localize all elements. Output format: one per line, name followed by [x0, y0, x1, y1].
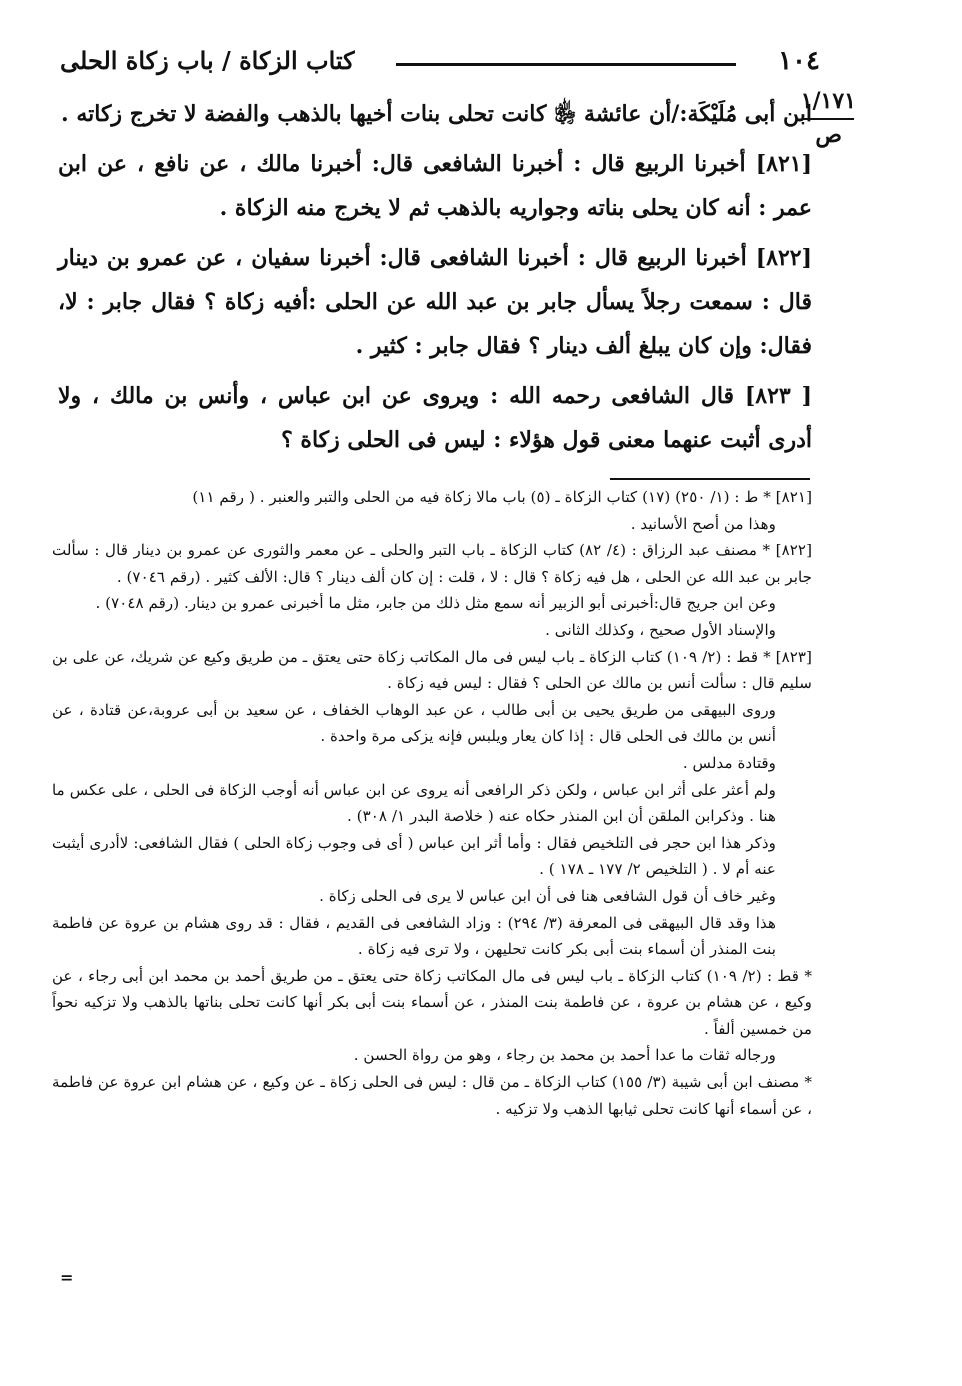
- footnote-line: * مصنف ابن أبى شيبة (٣/ ١٥٥) كتاب الزكاة ـ من قال : ليس فى الحلى زكاة ـ عن وكيع ، عن هشام ابن عروة عن فاطمة ، عن أسماء أنها كانت تحلى ثيابها الذهب ولا تزكيه .: [52, 1073, 812, 1118]
- footnote-line: هذا وقد قال البيهقى فى المعرفة (٣/ ٢٩٤) : وزاد الشافعى فى القديم ، فقال : قد روى هشام بن عروة عن فاطمة بنت المنذر أن أسماء بنت أبى بكر كانت تحليهن ، ولا ترى فيه زكاة .: [52, 913, 776, 959]
- main-paragraph-822: [٨٢٢] أخبرنا الربيع قال : أخبرنا الشافعى قال: أخبرنا سفيان ، عن عمرو بن دينار قال : سمعت رجلاً يسأل جابر بن عبد الله عن الحلى :أفيه زكاة ؟ فقال جابر : لا، فقال: وإن كان يبلغ ألف دينار ؟ فقال جابر : كثير .: [58, 245, 812, 359]
- header-rule: [396, 63, 736, 66]
- footnote-line: وذكر هذا ابن حجر فى التلخيص فقال : وأما أثر ابن عباس ( أى فى وجوب زكاة الحلى ) فقال الشافعى: لاأدرى أيثبت عنه أم لا . ( التلخيص ٢/ ١٧٧ ـ ١٧٨ ) .: [52, 833, 776, 879]
- main-paragraph-823: [ ٨٢٣] قال الشافعى رحمه الله : ويروى عن ابن عباس ، وأنس بن مالك ، ولا أدرى أثبت عنهما معنى قول هؤلاء : ليس فى الحلى زكاة ؟: [58, 383, 812, 453]
- page-header: [60, 44, 820, 80]
- footnote-line: وغير خاف أن قول الشافعى هنا فى أن ابن عباس لا يرى فى الحلى زكاة .: [319, 886, 776, 905]
- footnote-line: ورجاله ثقات ما عدا أحمد بن محمد بن رجاء ، وهو من رواة الحسن .: [353, 1046, 776, 1065]
- main-text: [58, 92, 812, 468]
- margin-mark: ص: [815, 122, 842, 148]
- footnote-line: * قط : (٢/ ١٠٩) كتاب الزكاة ـ باب ليس فى مال المكاتب زكاة حتى يعتق ـ من طريق أحمد بن محمد ابن أبى رجاء ، عن وكيع ، عن هشام بن عروة ، عن فاطمة بنت المنذر ، عن أسماء بنت أبى بكر أنها كانت تحلى بناتها بالذهب ولا تزكيه نحواً من خمسين ألفاً .: [52, 966, 812, 1038]
- footnote-line: والإسناد الأول صحيح ، وكذلك الثانى .: [545, 620, 776, 639]
- continuation-mark: =: [60, 1268, 74, 1287]
- running-title: كتاب الزكاة / باب زكاة الحلى: [60, 46, 355, 75]
- footnote-line: [٨٢٣] * قط : (٢/ ١٠٩) كتاب الزكاة ـ باب ليس فى مال المكاتب زكاة حتى يعتق ـ من طريق وكيع عن شريك، عن على بن سليم قال : سألت أنس بن مالك عن الحلى ؟ فقال : ليس فيه زكاة .: [52, 647, 812, 693]
- page-number: ١٠٤: [778, 46, 820, 76]
- main-paragraph-1: ابن أبى مُلَيْكَة:/أن عائشة ﵂ كانت تحلى بنات أخيها بالذهب والفضة لا تخرج زكاته .: [61, 101, 812, 127]
- footnote-line: وقتادة مدلس .: [682, 753, 776, 772]
- footnote-line: ولم أعثر على أثر ابن عباس ، ولكن ذكر الرافعى أنه يروى عن ابن عباس أنه أوجب الزكاة فى الحلى ، على عكس ما هنا . وذكرابن الملقن أن ابن المنذر حكاه عنه ( خلاصة البدر ١/ ٣٠٨) .: [52, 780, 776, 826]
- main-paragraph-821: [٨٢١] أخبرنا الربيع قال : أخبرنا الشافعى قال: أخبرنا مالك ، عن نافع ، عن ابن عمر : أنه كان يحلى بناته وجواريه بالذهب ثم لا يخرج منه الزكاة .: [58, 151, 812, 221]
- footnotes: [52, 484, 812, 1122]
- footnote-line: وعن ابن جريج قال:أخبرنى أبو الزبير أنه سمع مثل ذلك من جابر، مثل ما أخبرنى عمرو بن دينار. (رقم ٧٠٤٨) .: [95, 594, 776, 613]
- footnote-line: وروى البيهقى من طريق يحيى بن أبى طالب ، عن عبد الوهاب الخفاف ، عن سعيد بن أبى عروبة،عن قتادة ، عن أنس بن مالك فى الحلى قال : إذا كان يعار ويلبس فإنه يزكى مرة واحدة .: [52, 700, 776, 746]
- footnote-divider: [610, 478, 810, 480]
- footnote-line: [٨٢٢] * مصنف عبد الرزاق : (٤/ ٨٢) كتاب الزكاة ـ باب التبر والحلى ـ عن معمر والثورى عن عمرو بن دينار قال : سألت جابر بن عبد الله عن الحلى ، هل فيه زكاة ؟ قال : لا ، قلت : إن كان ألف دينار ؟ قال: الألف كثير . (رقم ٧٠٤٦) .: [52, 541, 812, 586]
- footnote-line: وهذا من أصح الأسانيد .: [630, 514, 776, 533]
- footnote-line: [٨٢١] * ط : (١/ ٢٥٠) (١٧) كتاب الزكاة ـ (٥) باب مالا زكاة فيه من الحلى والتبر والعنبر . ( رقم ١١): [192, 488, 812, 506]
- margin-reference: ١/١٧١: [800, 88, 856, 114]
